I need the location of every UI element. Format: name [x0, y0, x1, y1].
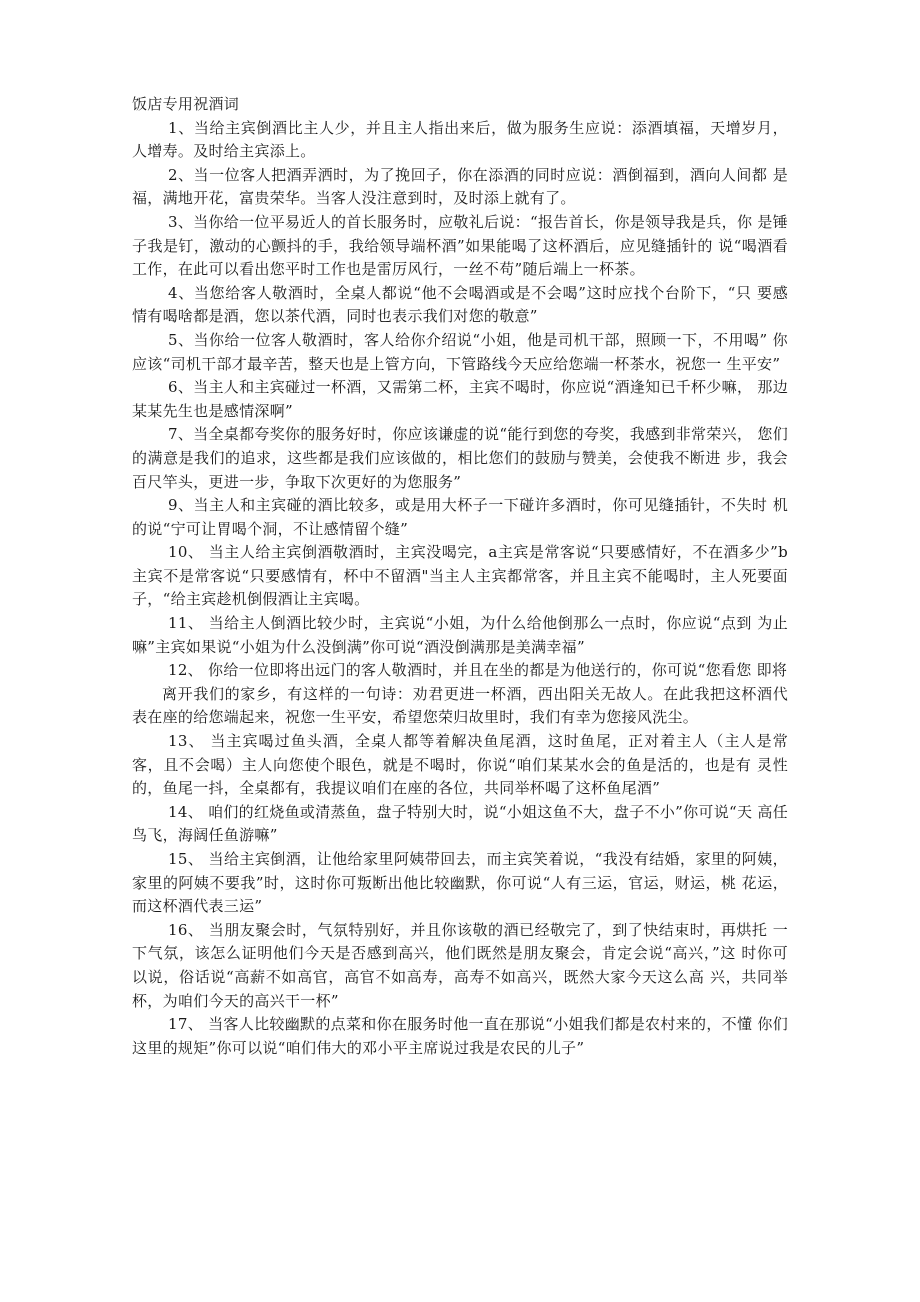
document-body — [132, 93, 788, 1060]
toast-paragraph-4: 4、当您给客人敬酒时，全桌人都说“他不会喝酒或是不会喝”这时应找个台阶下，“只 要感情有喝啥都是酒，您以茶代酒，同时也表示我们对您的敬意” — [132, 283, 788, 326]
toast-paragraph-10: 10、 当主人给主宾倒酒敬酒时，主宾没喝完，a主宾是常客说“只要感情好，不在酒多少”b主宾不是常客说“只要感情有，杯中不留酒"当主人主宾都常客，并且主宾不能喝时，主人死要面子，“给主宾趁机倒假酒让主宾喝。 — [132, 543, 788, 609]
toast-paragraph-14: 14、 咱们的红烧鱼或清蒸鱼，盘子特别大时，说“小姐这鱼不大，盘子不小”你可说“天 高任鸟飞，海阔任鱼游嘛” — [132, 802, 788, 845]
toast-paragraph-15: 15、 当给主宾倒酒，让他给家里阿姨带回去，而主宾笑着说，“我没有结婚，家里的阿姨， 家里的阿姨不要我”时，这时你可叛断出他比较幽默，你可说“人有三运，官运，财运，桃 花运，而这杯酒代表三运” — [132, 850, 788, 916]
toast-paragraph-1: 1、当给主宾倒酒比主人少，并且主人指出来后，做为服务生应说：添酒填福，天增岁月， 人增寿。及时给主宾添上。 — [132, 118, 788, 161]
toast-paragraph-6: 6、当主人和主宾碰过一杯酒，又需第二杯，主宾不喝时，你应说“酒逢知已千杯少嘛， 那边某某先生也是感情深啊” — [132, 378, 788, 420]
toast-paragraph-16: 16、 当朋友聚会时，气氛特别好，并且你该敬的酒已经敬完了，到了快结束时，再烘托 一下气氛，该怎么证明他们今天是否感到高兴，他们既然是朋友聚会，肯定会说“高兴，”这 时你可以说，俗话说“高薪不如高官，高官不如高寿，高寿不如高兴，既然大家今天这么高 兴，共同举杯，为咱们今天的高兴干一杯” — [132, 920, 788, 1010]
toast-paragraph-12: 12、 你给一位即将出远门的客人敬酒时，并且在坐的都是为他送行的，你可说“您看您 即将 — [168, 661, 788, 680]
toast-paragraph-2: 2、当一位客人把酒弄洒时，为了挽回子，你在添酒的同时应说：酒倒福到，酒向人间都 是福，满地开花，富贵荣华。当客人没注意到时，及时添上就有了。 — [132, 165, 788, 208]
toast-paragraph-12-continued: 离开我们的家乡，有这样的一句诗：劝君更进一杯酒，西出阳关无故人。在此我把这杯酒代表在座的给您端起来，祝您一生平安，希望您荣归故里时，我们有幸为您接风洗尘。 — [132, 684, 788, 727]
toast-paragraph-13: 13、 当主宾喝过鱼头酒，全桌人都等着解决鱼尾酒，这时鱼尾，正对着主人（主人是常 客，且不会喝）主人向您使个眼色，就是不喝时，你说“咱们某某水会的鱼是活的，也是有 灵性的，鱼尾一抖，全桌都有，我提议咱们在座的各位，共同举杯喝了这杯鱼尾酒” — [132, 732, 788, 798]
toast-paragraph-11: 11、 当给主人倒酒比较少时，主宾说“小姐，为什么给他倒那么一点时，你应说“点到 为止嘛”主宾如果说“小姐为什么没倒满”你可说“酒没倒满那是美满幸福” — [132, 614, 788, 656]
toast-paragraph-7: 7、当全桌都夸奖你的服务好时，你应该谦虚的说“能行到您的夸奖，我感到非常荣兴， 您们的满意是我们的追求，这些都是我们应该做的，相比您们的鼓励与赞美，会使我不断进 步，我会百尺竿头，更进一步，争取下次更好的为您服务” — [132, 425, 788, 491]
toast-paragraph-9: 9、当主人和主宾碰的酒比较多，或是用大杯子一下碰许多酒时，你可见缝插针，不失时 机的说“宁可让胃喝个洞，不让感情留个缝” — [132, 496, 788, 538]
toast-paragraph-3: 3、当你给一位平易近人的首长服务时，应敬礼后说：“报告首长，你是领导我是兵，你 是锤子我是钉，激动的心颤抖的手，我给领导端杯酒”如果能喝了这杯酒后，应见缝插针的 说“喝酒看工作，在此可以看出您平时工作也是雷厉风行，一丝不苟”随后端上一杯茶。 — [132, 212, 788, 279]
toast-paragraph-5: 5、当你给一位客人敬酒时，客人给你介绍说“小姐，他是司机干部，照顾一下，不用喝” 你应该“司机干部才最辛苦，整天也是上管方向，下管路线今天应给您端一杯茶水，祝您一 生平安” — [132, 330, 788, 373]
toast-paragraph-17: 17、 当客人比较幽默的点菜和你在服务时他一直在那说“小姐我们都是农村来的，不懂 你们这里的规矩”你可以说“咱们伟大的邓小平主席说过我是农民的儿子” — [132, 1015, 788, 1057]
document-title: 饭店专用祝酒词 — [132, 95, 240, 113]
